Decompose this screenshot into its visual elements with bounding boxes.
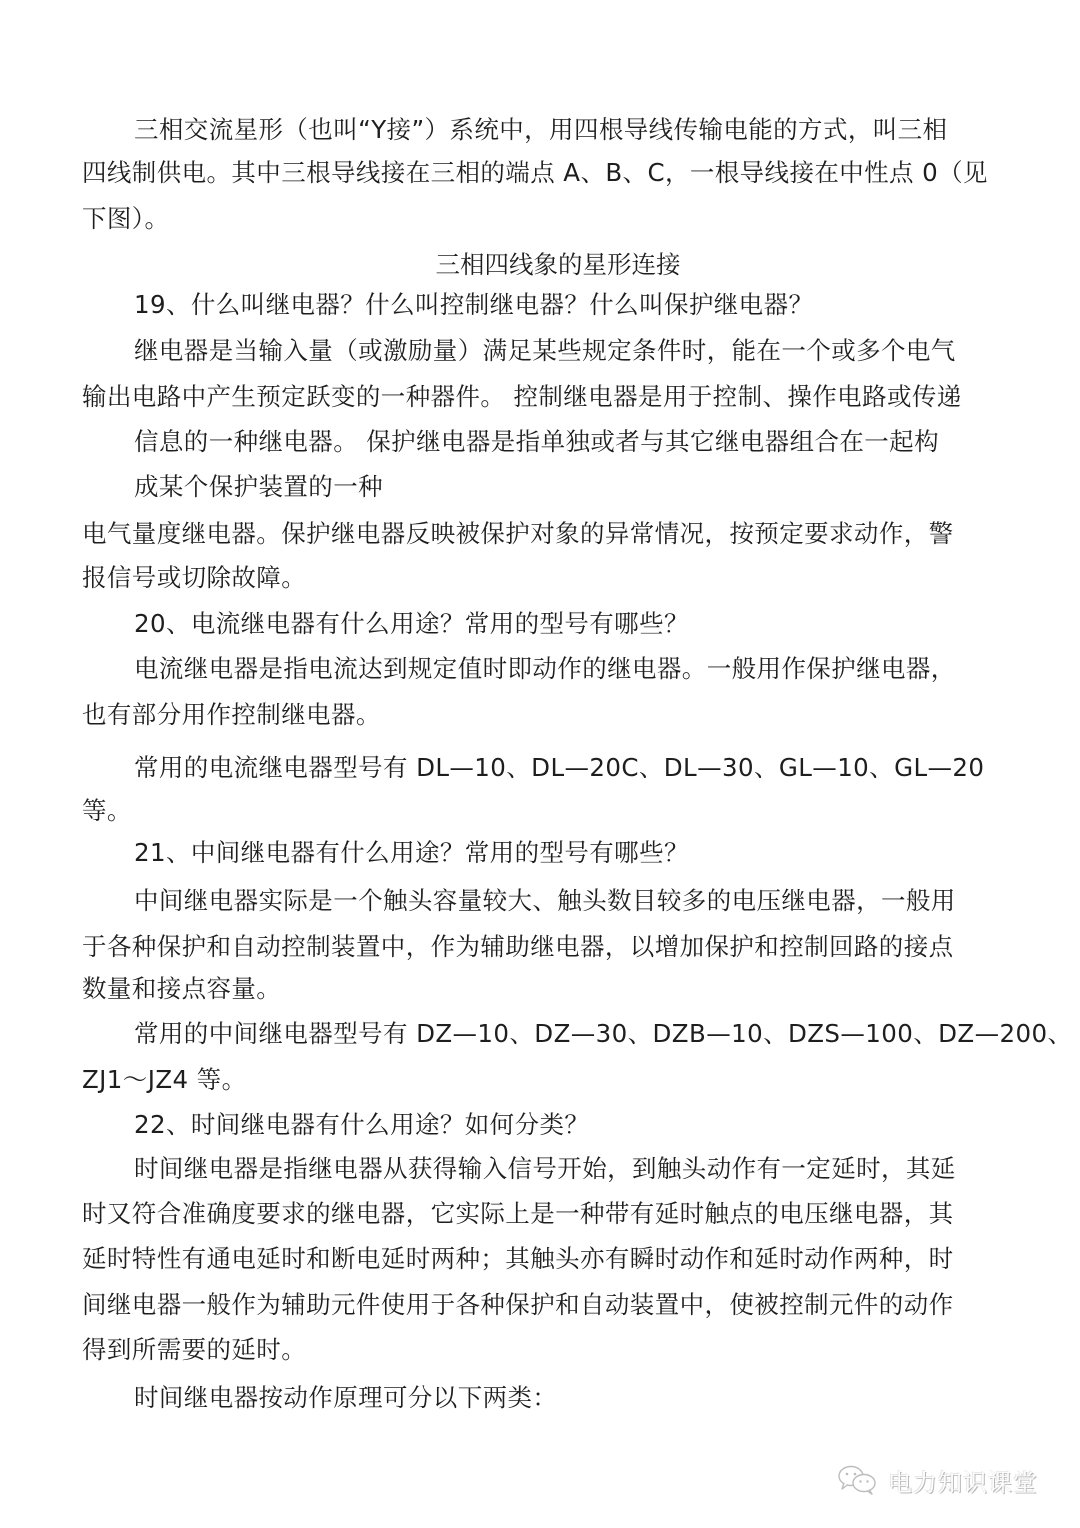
q21-models-line: 常用的中间继电器型号有 DZ—10、DZ—30、DZB—10、DZS—100、DZ—200、 — [134, 1019, 1073, 1048]
q20-question: 20、电流继电器有什么用途？常用的型号有哪些？ — [134, 609, 689, 638]
q19-question: 19、什么叫继电器？什么叫控制继电器？什么叫保护继电器？ — [134, 290, 814, 319]
q22-answer-line: 间继电器一般作为辅助元件使用于各种保护和自动装置中，使被控制元件的动作 — [82, 1290, 954, 1319]
q20-models-line: 常用的电流继电器型号有 DL—10、DL—20C、DL—30、GL—10、GL—20 — [134, 753, 985, 782]
q21-models-line: ZJ1～JZ4 等。 — [82, 1065, 247, 1094]
watermark-text: 电力知识课堂 — [888, 1468, 1038, 1497]
q20-models-line: 等。 — [82, 796, 132, 825]
q22-answer-line: 延时特性有通电延时和断电延时两种；其触头亦有瞬时动作和延时动作两种，时 — [82, 1244, 954, 1273]
q19-answer-line: 报信号或切除故障。 — [82, 563, 307, 592]
q22-answer-line: 时间继电器是指继电器从获得输入信号开始，到触头动作有一定延时，其延 — [134, 1154, 956, 1183]
q19-answer-line: 继电器是当输入量（或激励量）满足某些规定条件时，能在一个或多个电气 — [134, 336, 956, 365]
q22-classification-intro: 时间继电器按动作原理可分以下两类： — [134, 1383, 558, 1412]
figure-caption: 三相四线象的星形连接 — [435, 250, 681, 279]
q21-question: 21、中间继电器有什么用途？常用的型号有哪些？ — [134, 838, 689, 867]
intro-line-2: 四线制供电。其中三根导线接在三相的端点 A、B、C，一根导线接在中性点 0（见 — [82, 158, 988, 187]
q22-answer-line: 得到所需要的延时。 — [82, 1335, 307, 1364]
intro-line-1: 三相交流星形（也叫“Y接”）系统中，用四根导线传输电能的方式，叫三相 — [134, 115, 948, 144]
watermark — [836, 1462, 1038, 1498]
q21-answer-line: 数量和接点容量。 — [82, 974, 282, 1003]
q20-answer-line: 电流继电器是指电流达到规定值时即动作的继电器。一般用作保护继电器， — [134, 654, 956, 683]
wechat-icon — [836, 1464, 880, 1496]
q20-answer-line: 也有部分用作控制继电器。 — [82, 700, 381, 729]
q19-answer-line: 电气量度继电器。保护继电器反映被保护对象的异常情况，按预定要求动作，警 — [82, 519, 954, 548]
intro-line-3: 下图）。 — [82, 204, 170, 233]
q19-answer-line: 信息的一种继电器。 保护继电器是指单独或者与其它继电器组合在一起构 — [134, 427, 939, 456]
q22-answer-line: 时又符合准确度要求的继电器，它实际上是一种带有延时触点的电压继电器，其 — [82, 1199, 954, 1228]
q21-answer-line: 于各种保护和自动控制装置中，作为辅助继电器，以增加保护和控制回路的接点 — [82, 932, 954, 961]
q19-answer-line: 输出电路中产生预定跃变的一种器件。 控制继电器是用于控制、操作电路或传递 — [82, 382, 962, 411]
q21-answer-line: 中间继电器实际是一个触头容量较大、触头数目较多的电压继电器，一般用 — [134, 886, 956, 915]
q19-answer-line: 成某个保护装置的一种 — [134, 472, 383, 501]
q22-question: 22、时间继电器有什么用途？如何分类？ — [134, 1110, 590, 1139]
